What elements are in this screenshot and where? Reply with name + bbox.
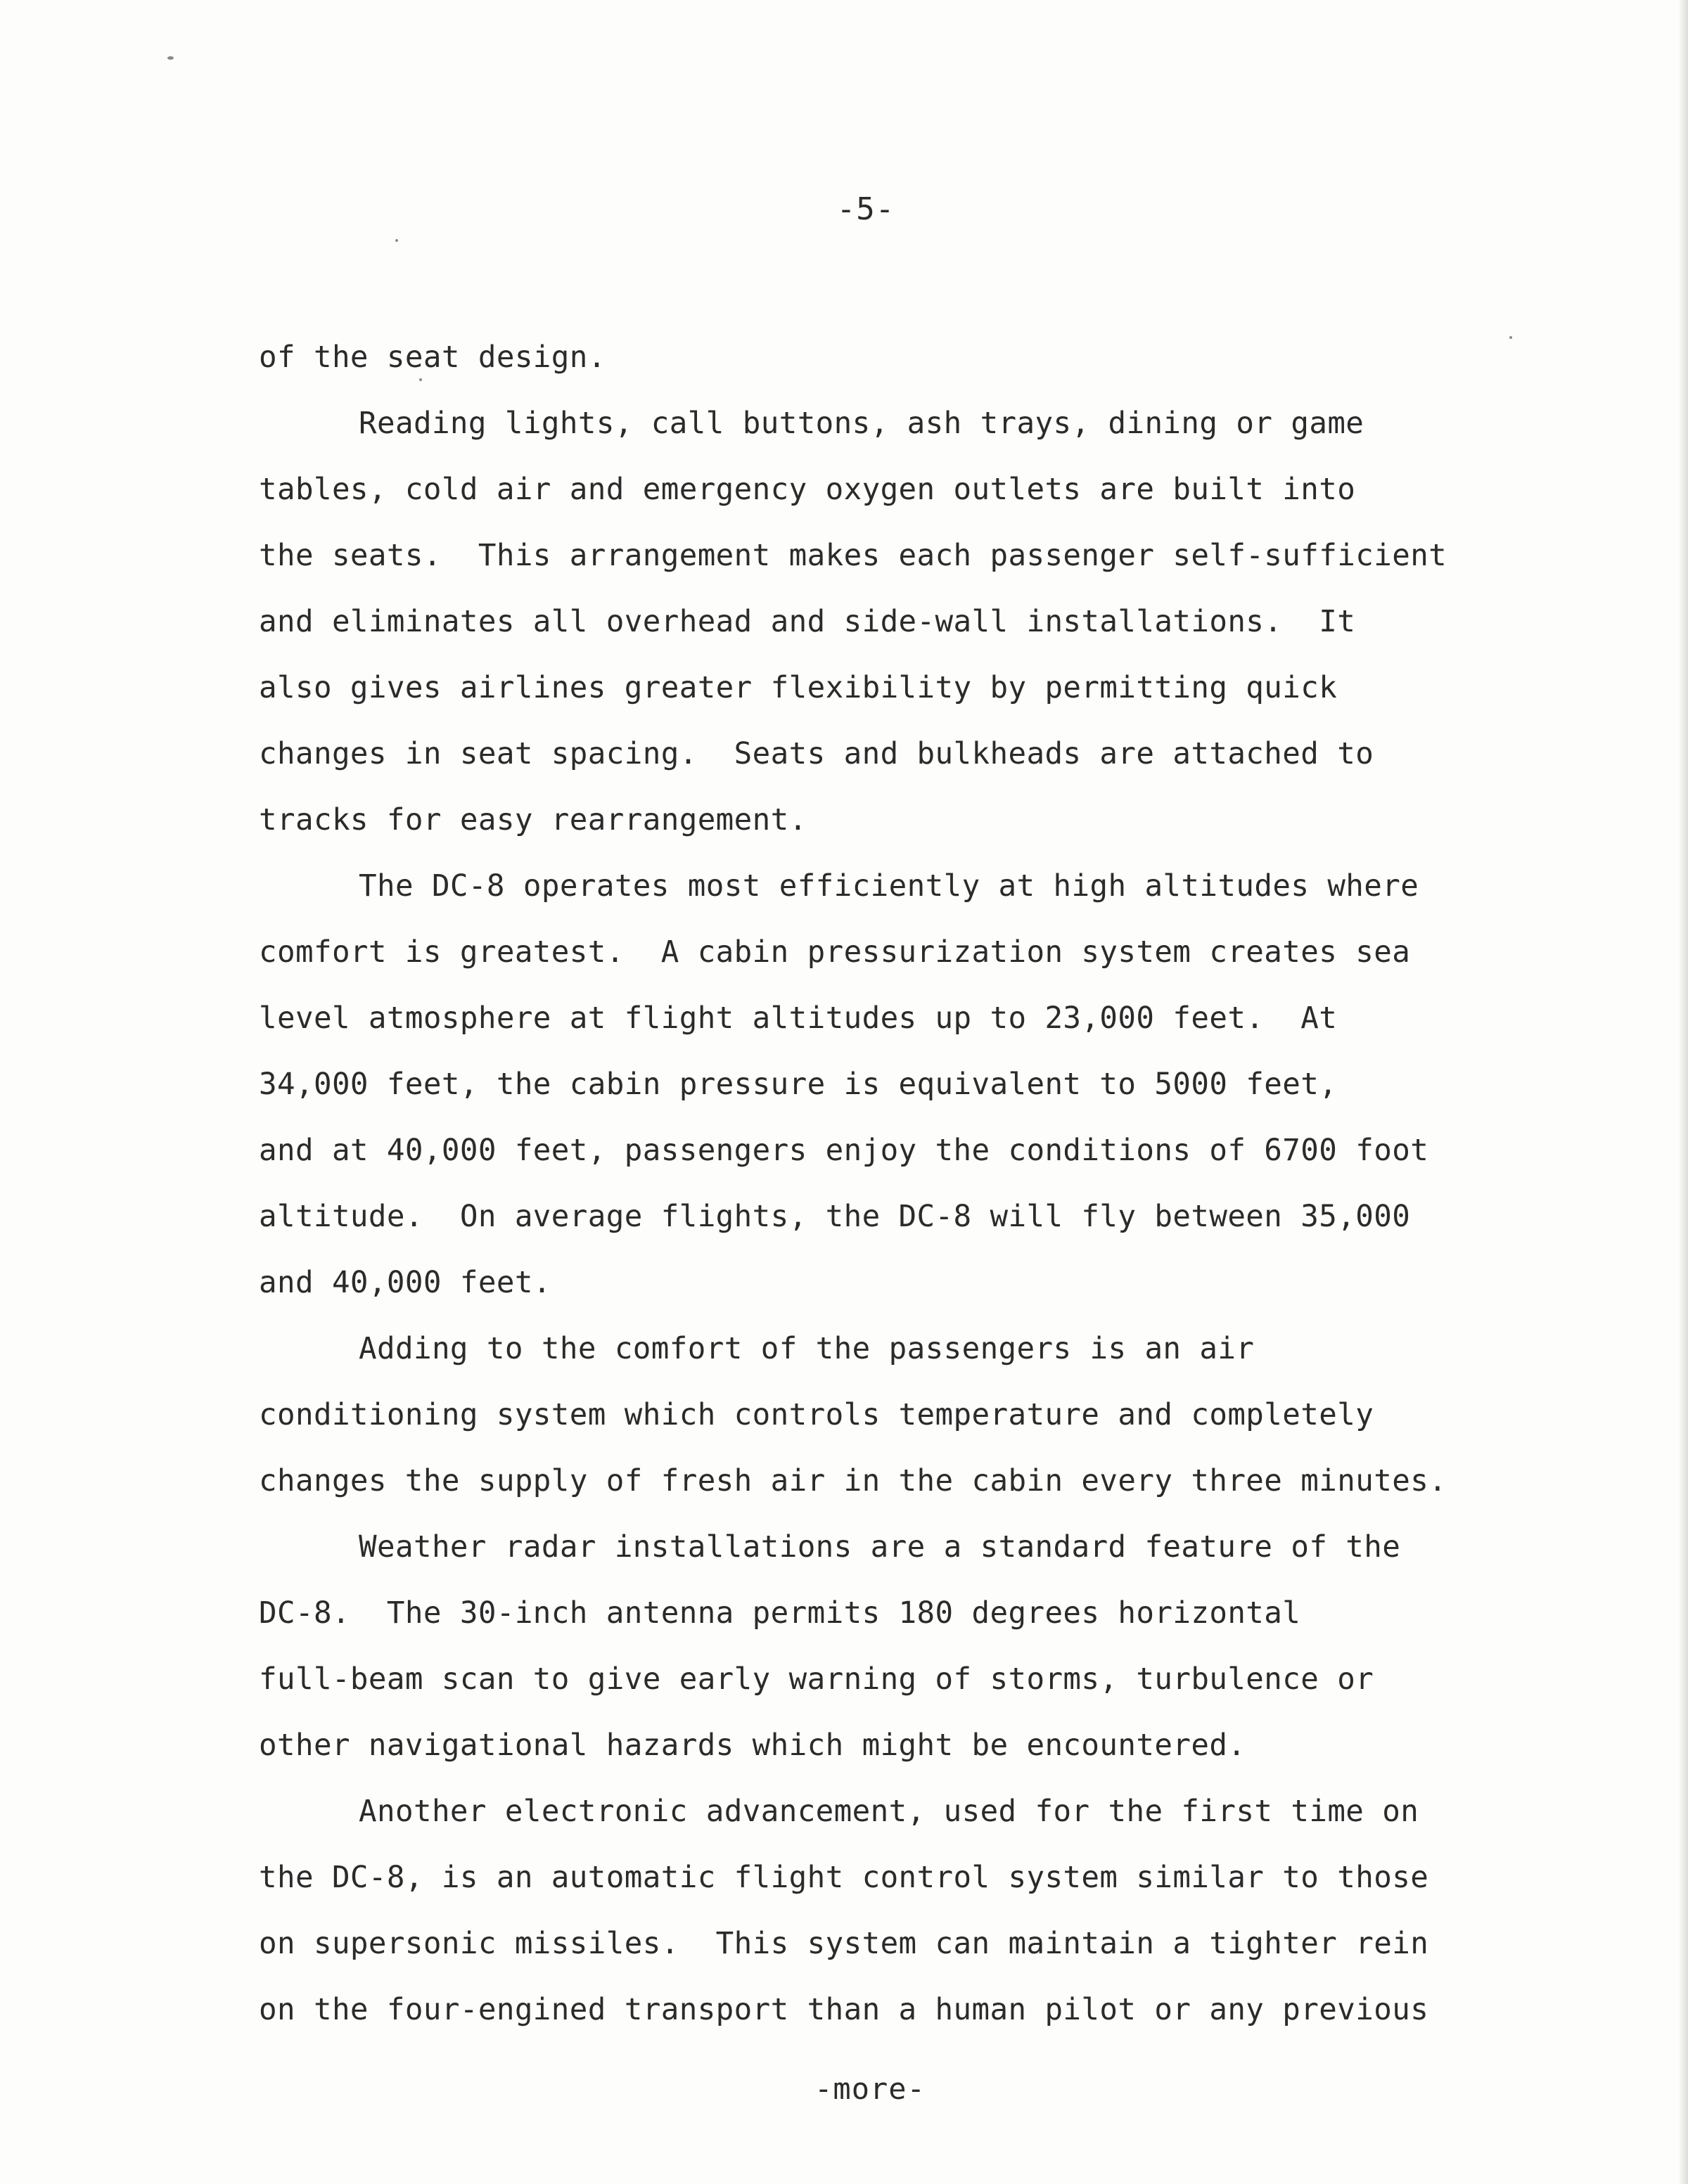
text-line: Weather radar installations are a standard feature of the [359,1530,1401,1565]
text-line: and eliminates all overhead and side-wall installations. It [259,605,1356,639]
continuation-marker: -more- [814,2071,926,2106]
text-line: of the seat design. [259,340,606,375]
text-line: the DC-8, is an automatic flight control system similar to those [259,1861,1429,1895]
page-edge-shadow [1678,0,1688,2184]
scan-speck [167,56,174,60]
text-line: and 40,000 feet. [259,1266,551,1300]
text-line: comfort is greatest. A cabin pressurization system creates sea [259,935,1411,970]
text-line: also gives airlines greater flexibility by permitting quick [259,671,1338,705]
text-line: changes the supply of fresh air in the cabin every three minutes. [259,1464,1447,1498]
scan-speck [395,239,398,242]
text-line: conditioning system which controls temperature and completely [259,1398,1374,1432]
text-line: on the four-engined transport than a human pilot or any previous [259,1993,1429,2027]
text-line: changes in seat spacing. Seats and bulkheads are attached to [259,737,1374,771]
text-line: level atmosphere at flight altitudes up to 23,000 feet. At [259,1001,1338,1036]
text-line: Another electronic advancement, used for the first time on [359,1794,1419,1829]
text-line: DC-8. The 30-inch antenna permits 180 degrees horizontal [259,1596,1301,1631]
text-line: 34,000 feet, the cabin pressure is equivalent to 5000 feet, [259,1067,1338,1102]
text-line: tracks for easy rearrangement. [259,803,807,837]
text-line: The DC-8 operates most efficiently at high altitudes where [359,869,1419,904]
text-line: Reading lights, call buttons, ash trays, dining or game [359,406,1364,441]
text-line: other navigational hazards which might be encountered. [259,1728,1246,1763]
page-number: -5- [836,191,895,227]
text-line: tables, cold air and emergency oxygen outlets are built into [259,473,1356,507]
text-line: Adding to the comfort of the passengers is an air [359,1332,1255,1366]
body-text [259,325,1630,2043]
text-line: full-beam scan to give early warning of storms, turbulence or [259,1662,1374,1697]
text-line: the seats. This arrangement makes each passenger self-sufficient [259,539,1447,573]
text-line: altitude. On average flights, the DC-8 will fly between 35,000 [259,1200,1411,1234]
text-line: on supersonic missiles. This system can maintain a tighter rein [259,1927,1429,1961]
text-line: and at 40,000 feet, passengers enjoy the conditions of 6700 foot [259,1133,1429,1168]
